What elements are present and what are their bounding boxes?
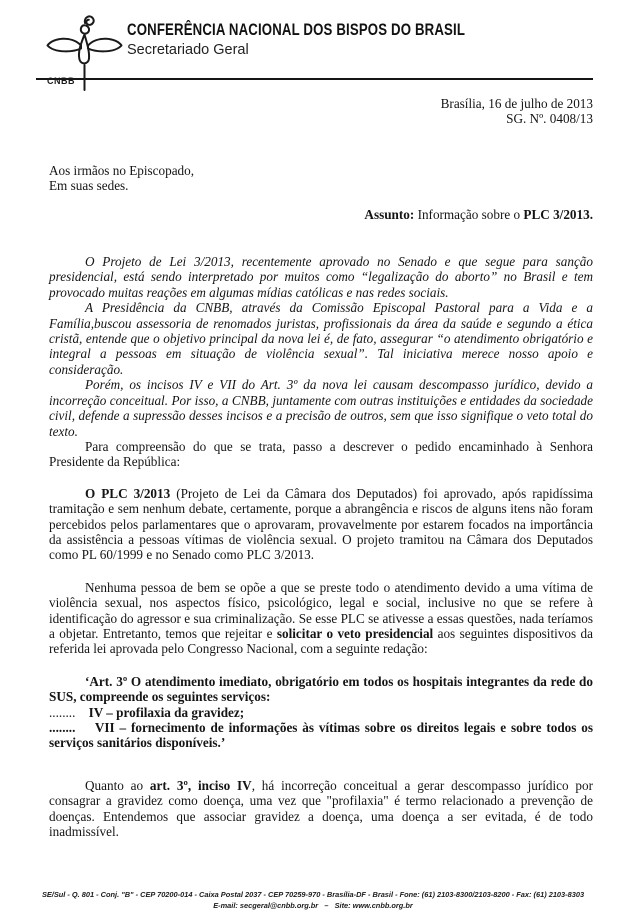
footer-address: SE/Sul - Q. 801 - Conj. "B" - CEP 70200-014 - Caixa Postal 2037 - CEP 70259-970 - Brasília-DF - Brasil - Fone: (61) 2103-8300/2103-8200 - Fax: (61) 2103-8303 bbox=[41, 890, 585, 899]
para-plc-description bbox=[49, 486, 593, 563]
text-run: solicitar o veto presidencial bbox=[276, 625, 434, 641]
reference-number: SG. Nº. 0408/13 bbox=[506, 111, 593, 127]
text-run: Para compreensão do que se trata, passo a descrever o pedido encaminhado à Senhora Presidente da República: bbox=[49, 438, 593, 470]
quote-art3-heading bbox=[49, 674, 593, 705]
subject-text: Informação sobre o bbox=[414, 206, 524, 222]
subject-label: Assunto: bbox=[364, 206, 415, 222]
text-run: O Projeto de Lei 3/2013, recentemente aprovado no Senado e que segue para sanção presidencial, está sendo interpretado por muitos como “legalização do aborto” no Brasil e tem provocado muitas reações em algumas mídias católicas e nas redes sociais. bbox=[49, 254, 593, 300]
letterhead bbox=[0, 0, 626, 86]
text-run: IV – profilaxia da gravidez; bbox=[75, 704, 245, 720]
text-run: ‘Art. 3º O atendimento imediato, obrigatório em todos os hospitais integrantes da rede do SUS, compreende os seguintes serviços: bbox=[49, 673, 593, 705]
text-run: Porém, os incisos IV e VII do Art. 3º da nova lei causam descompasso jurídico, devido a incorreção conceitual. Por isso, a CNBB, juntamente com outras instituições e entidades da sociedade civil, defende a supressão desses incisos e a precisão de outros, sem que isso signifique o veto total do texto. bbox=[49, 377, 593, 439]
para-analysis-inciso-iv bbox=[49, 778, 593, 840]
quote-inciso-iv bbox=[49, 705, 593, 720]
para-intro-3 bbox=[49, 377, 593, 439]
subject-line bbox=[0, 207, 626, 222]
text-run: , há incorreção conceitual a gerar descompasso jurídico por consagrar a gravidez como doença, uma vez que "profilaxia" é termo relacionado a prevenção de doenças. Entendemos que associar gravidez a doença, uma doença a ser evitada, é de todo inadmissível. bbox=[49, 777, 593, 840]
text-run: (Projeto de Lei da Câmara dos Deputados) foi aprovado, após rapidíssima tramitação e sem nenhum debate, certamente, porque a abrangência e riscos de alguns itens não foram percebidos pelos parlamentares que o aprovaram, provavelmente por estarem focados na importância da assistência a pessoas vítimas de violência sexual. O projeto tramitou na Câmara dos Deputados como PL 60/1999 e no Senado como PLC 3/2013. bbox=[49, 485, 593, 563]
text-run: Nenhuma pessoa de bem se opõe a que se preste todo o atendimento devido a uma vítima de violência sexual, nos aspectos físico, psicológico, legal e social, inclusive no que se refere à identificação do agressor e sua criminalização. Se esse PLC se ativesse a essas questões, nada teríamos a objetar. Entretanto, temos que rejeitar e bbox=[49, 579, 593, 641]
footer-contacts: E-mail: secgeral@cnbb.org.br – Site: www.cnbb.org.br bbox=[213, 901, 413, 910]
para-intro-1 bbox=[49, 254, 593, 300]
text-run: O PLC 3/2013 bbox=[85, 485, 171, 501]
text-run: aos seguintes dispositivos da referida lei aprovada pelo Congresso Nacional, com a seguinte redação: bbox=[49, 625, 593, 657]
para-veto-request bbox=[49, 580, 593, 657]
text-run: ........ bbox=[49, 704, 76, 720]
place-date: Brasília, 16 de julho de 2013 bbox=[440, 96, 593, 111]
text-run: ........ bbox=[49, 720, 76, 735]
para-transition bbox=[49, 439, 593, 470]
para-intro-2 bbox=[49, 300, 593, 377]
org-block bbox=[127, 21, 550, 59]
body-paragraphs bbox=[0, 254, 626, 839]
cnbb-logo bbox=[44, 8, 126, 92]
text-run: A Presidência da CNBB, através da Comissão Episcopal Pastoral para a Vida e a Família,buscou assessoria de renomados juristas, profissionais da área da saúde e segundo a ética cristã, entende que o objetivo principal da nova lei é, de fato, assegurar “o atendimento obrigatório e integral a pessoas em situação de violência sexual”. Tal iniciativa merece nosso apoio e consideração. bbox=[49, 300, 593, 377]
subject-highlight: PLC 3/2013. bbox=[523, 206, 593, 222]
text-run: Quanto ao bbox=[85, 777, 150, 793]
org-department: Secretariado Geral bbox=[127, 42, 249, 58]
recipient-block bbox=[0, 163, 626, 194]
text-run: VII – fornecimento de informações às vítimas sobre os direitos legais e sobre todos os serviços sanitários disponíveis.’ bbox=[49, 720, 593, 751]
text-run: art. 3º, inciso IV bbox=[149, 777, 252, 793]
recipient-line-2: Em suas sedes. bbox=[49, 178, 129, 194]
quote-inciso-vii bbox=[49, 720, 593, 751]
logo-label: CNBB bbox=[47, 76, 75, 86]
org-name: CONFERÊNCIA NACIONAL DOS BISPOS DO BRASIL bbox=[127, 21, 466, 39]
page-footer bbox=[0, 889, 626, 911]
recipient-line-1: Aos irmãos no Episcopado, bbox=[49, 162, 195, 178]
